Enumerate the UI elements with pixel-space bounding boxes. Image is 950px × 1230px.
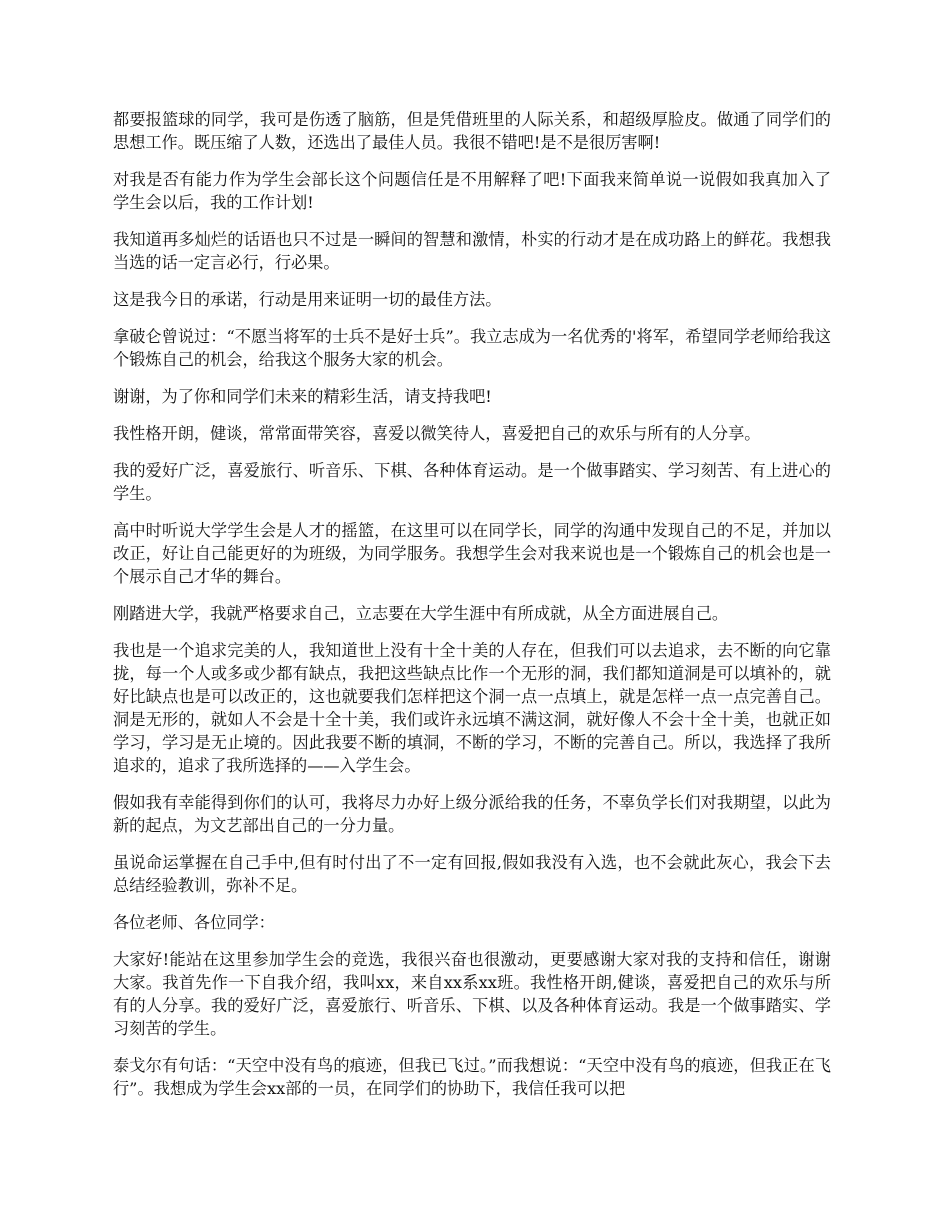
- paragraph: 都要报篮球的同学，我可是伤透了脑筋，但是凭借班里的人际关系，和超级厚脸皮。做通了同学们的思想工作。既压缩了人数，还选出了最佳人员。我很不错吧!是不是很厉害啊!: [113, 110, 831, 152]
- paragraph: 对我是否有能力作为学生会部长这个问题信任是不用解释了吧!下面我来简单说一说假如我真加入了学生会以后，我的工作计划!: [113, 170, 831, 212]
- paragraph: 谢谢，为了你和同学们未来的精彩生活，请支持我吧!: [113, 387, 492, 406]
- paragraph: 我的爱好广泛，喜爱旅行、听音乐、下棋、各种体育运动。是一个做事踏实、学习刻苦、有上进心的学生。: [113, 461, 831, 503]
- paragraph: 大家好!能站在这里参加学生会的竞选，我很兴奋也很激动，更要感谢大家对我的支持和信任，谢谢大家。我首先作一下自我介绍，我叫xx，来自xx系xx班。我性格开朗,健谈，喜爱把自己的欢乐与所有的人分享。我的爱好广泛，喜爱旅行、听音乐、下棋、以及各种体育运动。我是一个做事踏实、学习刻苦的学生。: [113, 950, 831, 1038]
- paragraph: 我性格开朗，健谈，常常面带笑容，喜爱以微笑待人，喜爱把自己的欢乐与所有的人分享。: [113, 424, 761, 443]
- paragraph: 我知道再多灿烂的话语也只不过是一瞬间的智慧和激情，朴实的行动才是在成功路上的鲜花。我想我当选的话一定言必行，行必果。: [113, 230, 831, 272]
- paragraph: 假如我有幸能得到你们的认可，我将尽力办好上级分派给我的任务，不辜负学长们对我期望，以此为新的起点，为文艺部出自己的一分力量。: [113, 793, 831, 835]
- paragraph: 拿破仑曾说过：“不愿当将军的士兵不是好士兵”。我立志成为一名优秀的'将军，希望同学老师给我这个锻炼自己的机会，给我这个服务大家的机会。: [113, 327, 831, 369]
- paragraph: 虽说命运掌握在自己手中,但有时付出了不一定有回报,假如我没有入选，也不会就此灰心，我会下去总结经验教训，弥补不足。: [113, 853, 831, 895]
- salutation: 各位老师、各位同学：: [113, 913, 275, 932]
- document-body: [113, 108, 831, 1114]
- paragraph: 泰戈尔有句话：“天空中没有鸟的痕迹，但我已飞过。”而我想说：“天空中没有鸟的痕迹，但我正在飞行”。我想成为学生会xx部的一员，在同学们的协助下，我信任我可以把: [113, 1056, 831, 1098]
- paragraph: 我也是一个追求完美的人，我知道世上没有十全十美的人存在，但我们可以去追求，去不断的向它靠拢，每一个人或多或少都有缺点，我把这些缺点比作一个无形的洞，我们都知道洞是可以填补的，就好比缺点也是可以改正的，这也就要我们怎样把这个洞一点一点填上，就是怎样一点一点完善自己。洞是无形的，就如人不会是十全十美，我们或许永远填不满这洞，就好像人不会十全十美，也就正如学习，学习是无止境的。因此我要不断的填洞，不断的学习，不断的完善自己。所以，我选择了我所追求的，追求了我所选择的——入学生会。: [113, 641, 831, 775]
- paragraph: 刚踏进大学，我就严格要求自己，立志要在大学生涯中有所成就，从全方面进展自己。: [113, 604, 729, 623]
- paragraph: 这是我今日的承诺，行动是用来证明一切的最佳方法。: [113, 290, 502, 309]
- paragraph: 高中时听说大学学生会是人才的摇篮，在这里可以在同学长，同学的沟通中发现自己的不足，并加以改正，好让自己能更好的为班级，为同学服务。我想学生会对我来说也是一个锻炼自己的机会也是一个展示自己才华的舞台。: [113, 521, 831, 586]
